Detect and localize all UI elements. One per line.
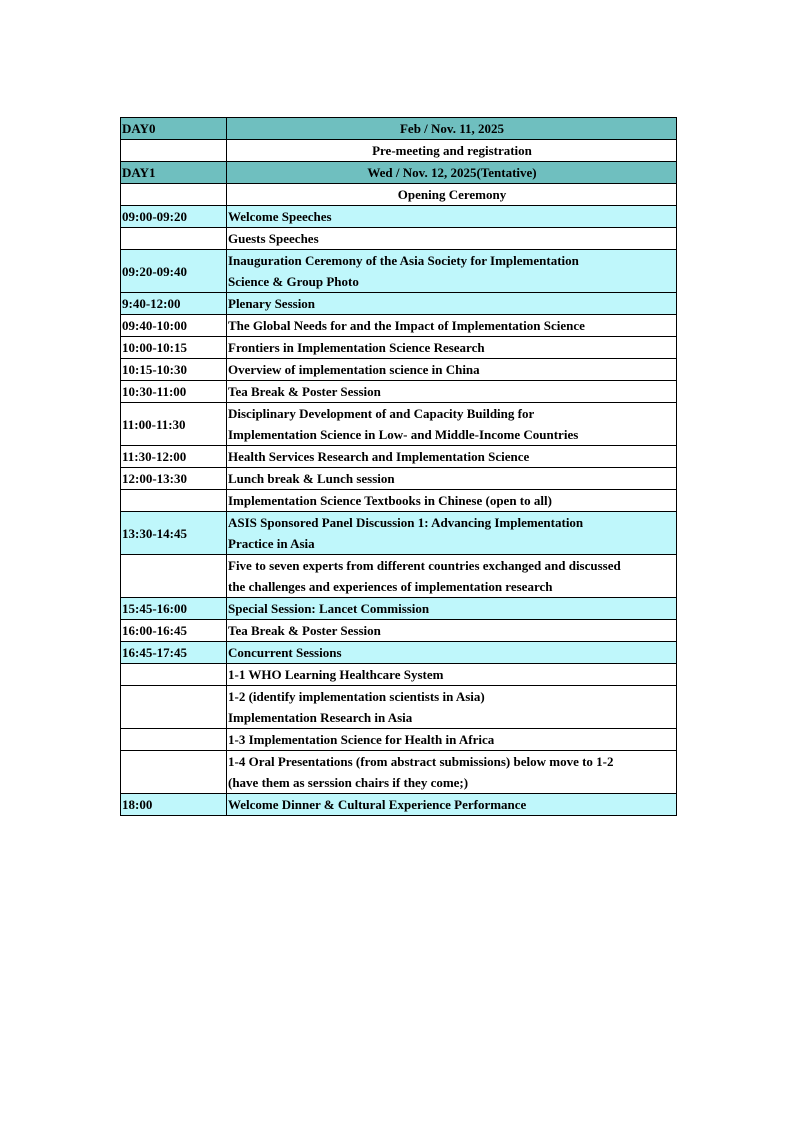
- session-content: [227, 468, 677, 490]
- session-time: 11:30-12:00: [121, 446, 227, 468]
- session-row: [121, 337, 677, 359]
- session-content: [227, 512, 677, 555]
- session-time: [121, 490, 227, 512]
- session-row: [121, 642, 677, 664]
- session-time: [121, 555, 227, 598]
- day1-subtitle: Opening Ceremony: [227, 184, 677, 206]
- session-content-line: Tea Break & Poster Session: [228, 623, 381, 638]
- session-row: [121, 686, 677, 729]
- session-content-line: Plenary Session: [228, 296, 316, 311]
- session-content-line: Practice in Asia: [228, 536, 315, 551]
- session-row: [121, 206, 677, 228]
- session-content-line: the challenges and experiences of implementation research: [228, 579, 553, 594]
- session-row: [121, 403, 677, 446]
- session-content: [227, 228, 677, 250]
- session-content: [227, 403, 677, 446]
- session-content-line: 1-4 Oral Presentations (from abstract submissions) below move to 1-2: [228, 754, 614, 769]
- session-row: [121, 468, 677, 490]
- session-time: [121, 729, 227, 751]
- session-content: [227, 250, 677, 293]
- session-content: [227, 751, 677, 794]
- session-row: [121, 598, 677, 620]
- empty-time-cell: [121, 140, 227, 162]
- day1-date: Wed / Nov. 12, 2025(Tentative): [227, 162, 677, 184]
- session-time: 10:30-11:00: [121, 381, 227, 403]
- session-time: 16:00-16:45: [121, 620, 227, 642]
- session-time: 12:00-13:30: [121, 468, 227, 490]
- session-content-line: Implementation Science in Low- and Middle-Income Countries: [228, 427, 579, 442]
- session-row: [121, 446, 677, 468]
- day1-subtitle-row: [121, 184, 677, 206]
- session-content: [227, 206, 677, 228]
- session-content-line: Frontiers in Implementation Science Research: [228, 340, 485, 355]
- session-content: [227, 620, 677, 642]
- session-content: [227, 598, 677, 620]
- day0-subtitle: Pre-meeting and registration: [227, 140, 677, 162]
- session-content: [227, 446, 677, 468]
- session-row: [121, 359, 677, 381]
- session-content-line: Implementation Science Textbooks in Chinese (open to all): [228, 493, 552, 508]
- day0-label: DAY0: [121, 118, 227, 140]
- session-row: [121, 664, 677, 686]
- session-content: [227, 293, 677, 315]
- session-content: [227, 315, 677, 337]
- session-content: [227, 794, 677, 816]
- session-row: [121, 315, 677, 337]
- session-content-line: ASIS Sponsored Panel Discussion 1: Advancing Implementation: [228, 515, 584, 530]
- session-content: [227, 359, 677, 381]
- session-content-line: Inauguration Ceremony of the Asia Society for Implementation: [228, 253, 579, 268]
- session-content: [227, 729, 677, 751]
- session-time: 10:15-10:30: [121, 359, 227, 381]
- session-time: [121, 228, 227, 250]
- session-content-line: Lunch break & Lunch session: [228, 471, 395, 486]
- session-time: 15:45-16:00: [121, 598, 227, 620]
- session-content: [227, 664, 677, 686]
- session-time: 18:00: [121, 794, 227, 816]
- session-time: [121, 664, 227, 686]
- session-time: 10:00-10:15: [121, 337, 227, 359]
- session-row: [121, 620, 677, 642]
- day0-subtitle-row: [121, 140, 677, 162]
- session-content-line: Tea Break & Poster Session: [228, 384, 381, 399]
- session-content: [227, 381, 677, 403]
- session-content-line: Special Session: Lancet Commission: [228, 601, 430, 616]
- session-time: 11:00-11:30: [121, 403, 227, 446]
- session-time: 9:40-12:00: [121, 293, 227, 315]
- session-time: [121, 686, 227, 729]
- session-row: [121, 751, 677, 794]
- session-content: [227, 555, 677, 598]
- session-time: [121, 751, 227, 794]
- session-content-line: Health Services Research and Implementation Science: [228, 449, 530, 464]
- session-time: 09:00-09:20: [121, 206, 227, 228]
- day1-label: DAY1: [121, 162, 227, 184]
- session-content-line: Science & Group Photo: [228, 274, 359, 289]
- session-content-line: 1-3 Implementation Science for Health in Africa: [228, 732, 495, 747]
- schedule-body: [121, 118, 677, 816]
- session-row: [121, 490, 677, 512]
- session-content-line: Concurrent Sessions: [228, 645, 342, 660]
- session-time: 09:20-09:40: [121, 250, 227, 293]
- session-content-line: Overview of implementation science in China: [228, 362, 480, 377]
- empty-time-cell: [121, 184, 227, 206]
- session-time: 09:40-10:00: [121, 315, 227, 337]
- session-content-line: Guests Speeches: [228, 231, 319, 246]
- session-content-line: Disciplinary Development of and Capacity Building for: [228, 406, 535, 421]
- schedule-table: [120, 117, 677, 816]
- session-content: [227, 686, 677, 729]
- session-row: [121, 555, 677, 598]
- session-row: [121, 293, 677, 315]
- session-content-line: The Global Needs for and the Impact of Implementation Science: [228, 318, 585, 333]
- session-content: [227, 490, 677, 512]
- session-content-line: Welcome Speeches: [228, 209, 332, 224]
- day1-header-row: [121, 162, 677, 184]
- day0-date: Feb / Nov. 11, 2025: [227, 118, 677, 140]
- session-time: 13:30-14:45: [121, 512, 227, 555]
- session-content-line: 1-1 WHO Learning Healthcare System: [228, 667, 444, 682]
- session-content-line: 1-2 (identify implementation scientists in Asia): [228, 689, 485, 704]
- session-content-line: Implementation Research in Asia: [228, 710, 413, 725]
- session-row: [121, 729, 677, 751]
- session-row: [121, 228, 677, 250]
- session-content-line: Welcome Dinner & Cultural Experience Performance: [228, 797, 527, 812]
- session-row: [121, 381, 677, 403]
- session-content: [227, 337, 677, 359]
- session-row: [121, 512, 677, 555]
- session-content: [227, 642, 677, 664]
- session-row: [121, 250, 677, 293]
- session-content-line: (have them as serssion chairs if they come;): [228, 775, 469, 790]
- day0-header-row: [121, 118, 677, 140]
- session-row: [121, 794, 677, 816]
- session-content-line: Five to seven experts from different countries exchanged and discussed: [228, 558, 621, 573]
- session-time: 16:45-17:45: [121, 642, 227, 664]
